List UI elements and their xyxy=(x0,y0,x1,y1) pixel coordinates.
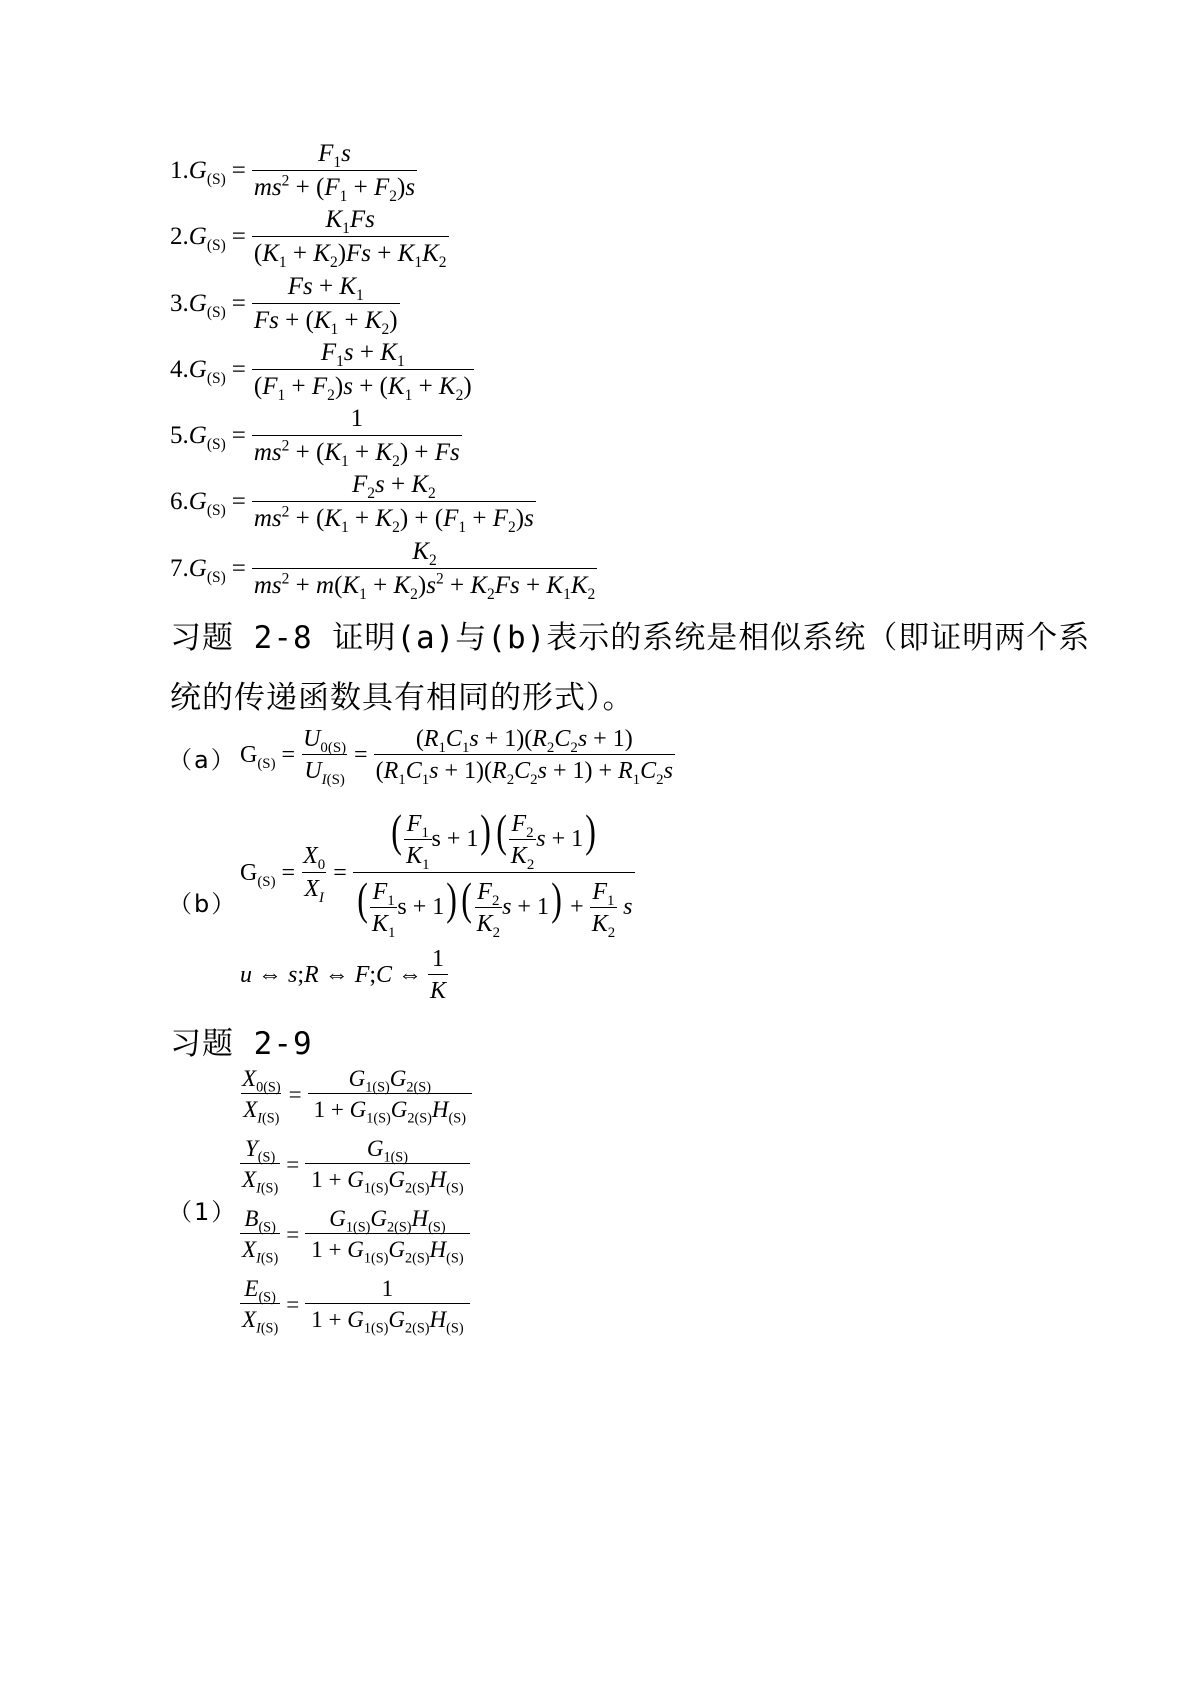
equation-5-lhs: $5.G_{(S)}$ xyxy=(170,421,226,453)
equation-b: $G_{(S)}$ = $\frac{X_0}{X_I}$ = ( $\frac{F_1}{K_1}$ s + 1)( $\frac{F_2}{K_2}$ s + 1) ( $\frac{F_1}{K_1}$ s + 1)( $\frac{F_2}{K_2}$ s + 1) + $\frac{F_1}{K_2}$ s xyxy=(240,805,633,942)
equation-1: $1.G_{(S)}$ = $\frac{F_1s}{ms^2 + (F_1 + F_2)s}$ xyxy=(170,140,416,205)
equation-3: $3.G_{(S)}$ = $\frac{Fs + K_1}{Fs + (K_1 + K_2)}$ xyxy=(170,273,398,338)
equation-6: $6.G_{(S)}$ = $\frac{F_2s + K_2}{ms^2 + (K_1 + K_2) + (F_1 + F_2)s}$ xyxy=(170,471,534,536)
equation-4: $4.G_{(S)}$ = $\frac{F_1s + K_1}{(F_1 + F_2)s + (K_1 + K_2)}$ xyxy=(170,339,472,404)
label-b: （b） xyxy=(168,890,238,918)
equation-1-fraction: $\frac{F_1s}{ms^2 + (F_1 + F_2)s}$ xyxy=(253,140,416,205)
equation-6-fraction: $\frac{F_2s + K_2}{ms^2 + (K_1 + K_2) + (F_1 + F_2)s}$ xyxy=(253,471,534,536)
equation-9-2: $\frac{Y_{(S)}}{X_{I(S)}}$ = $\frac{G_{1(S)}}{1 + G_{1(S)}G_{2(S)}H_{(S)}}$ xyxy=(240,1136,470,1193)
equation-6-lhs: $6.G_{(S)}$ xyxy=(170,487,226,519)
equation-4-fraction: $\frac{F_1s + K_1}{(F_1 + F_2)s + (K_1 + K_2)}$ xyxy=(253,339,472,404)
problem-2-8-line-2: 统的传递函数具有相同的形式）。 xyxy=(170,680,635,716)
equation-7-lhs: $7.G_{(S)}$ xyxy=(170,554,226,586)
problem-2-9-title: 习题 2-9 xyxy=(170,1026,313,1062)
equation-5-fraction: $\frac{1}{ms^2 + (K_1 + K_2) + Fs}$ xyxy=(253,405,460,470)
equation-9-1: $\frac{X_{0(S)}}{X_{I(S)}}$ = $\frac{G_{1(S)}G_{2(S)}}{1 + G_{1(S)}G_{2(S)}H_{(S)}}$ xyxy=(240,1066,472,1123)
equation-2-lhs: $2.G_{(S)}$ xyxy=(170,222,226,254)
equation-2: $2.G_{(S)}$ = $\frac{K_1Fs}{(K_1 + K_2)Fs + K_1K_2}$ xyxy=(170,206,447,271)
equation-a: $G_{(S)}$ = $\frac{U_{0(S)}}{U_{I(S)}}$ = $\frac{(R_1C_1s + 1)(R_2C_2s + 1)}{(R_1C_1s + 1)(R_2C_2s + 1) + R_1C_2s}$ xyxy=(240,726,673,789)
label-a: （a） xyxy=(168,746,237,774)
equation-2-fraction: $\frac{K_1Fs}{(K_1 + K_2)Fs + K_1K_2}$ xyxy=(253,206,447,271)
label-1: （1） xyxy=(168,1198,238,1226)
equation-1-lhs: $1.G_{(S)}$ xyxy=(170,156,226,188)
equation-7: $7.G_{(S)}$ = $\frac{K_2}{ms^2 + m(K_1 + K_2)s^2 + K_2Fs + K_1K_2}$ xyxy=(170,538,596,603)
equation-3-lhs: $3.G_{(S)}$ xyxy=(170,289,226,321)
equation-5: $5.G_{(S)}$ = $\frac{1}{ms^2 + (K_1 + K_2) + Fs}$ xyxy=(170,405,460,470)
equation-7-fraction: $\frac{K_2}{ms^2 + m(K_1 + K_2)s^2 + K_2Fs + K_1K_2}$ xyxy=(253,538,596,603)
equation-9-4: $\frac{E_{(S)}}{X_{I(S)}}$ = $\frac{1}{1 + G_{1(S)}G_{2(S)}H_{(S)}}$ xyxy=(240,1276,470,1333)
equation-4-lhs: $4.G_{(S)}$ xyxy=(170,355,226,387)
equation-3-fraction: $\frac{Fs + K_1}{Fs + (K_1 + K_2)}$ xyxy=(253,273,398,338)
analogy-line: u ⇔ s ; R ⇔ F ; C ⇔ $\frac{1}{K}$ xyxy=(240,946,447,1005)
equation-9-3: $\frac{B_{(S)}}{X_{I(S)}}$ = $\frac{G_{1(S)}G_{2(S)}H_{(S)}}{1 + G_{1(S)}G_{2(S)}H_{(S)}}$ xyxy=(240,1206,470,1263)
problem-2-8-line-1: 习题 2-8 证明(a)与(b)表示的系统是相似系统（即证明两个系 xyxy=(170,620,1091,656)
